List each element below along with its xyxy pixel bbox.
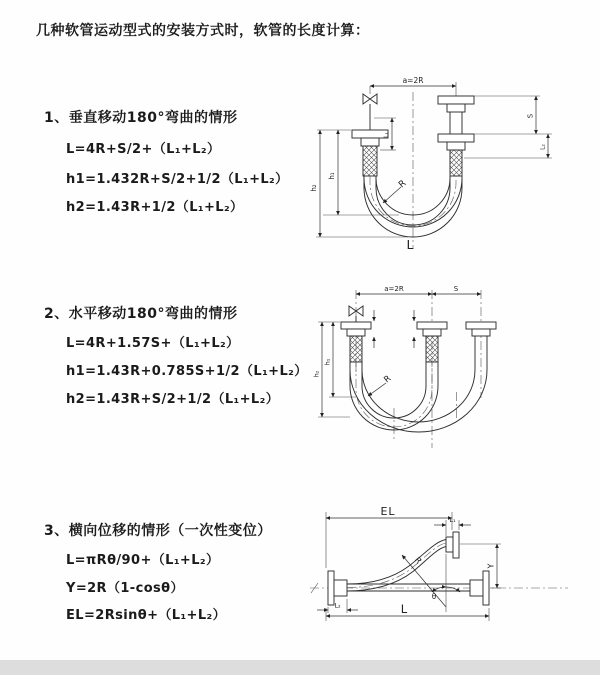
dimension-a2r — [356, 285, 432, 294]
section-1-formula-1: L=4R+S/2+（L₁+L₂） — [66, 142, 221, 157]
radius-callout — [368, 374, 393, 396]
dim-label-h1: h₁ — [328, 172, 336, 180]
left-pipe-flange — [341, 322, 371, 362]
section-3-heading: 3、横向位移的情形（一次性变位） — [44, 523, 272, 539]
section-3-formula-1: L=πRθ/90+（L₁+L₂） — [66, 553, 220, 568]
dim-label-l-total: L — [406, 237, 414, 252]
dimension-l1 — [434, 516, 471, 536]
dimension-s — [474, 96, 552, 134]
section-2-formula-2: h1=1.43R+0.785S+1/2（L₁+L₂） — [66, 364, 308, 379]
dimension-l2 — [317, 599, 358, 613]
angle-theta — [432, 554, 460, 612]
diagram-horizontal-bend — [310, 280, 588, 458]
dim-label-h2: h₂ — [312, 370, 321, 378]
dim-label-l2: L₂ — [539, 144, 547, 150]
dim-label-theta: θ — [431, 592, 437, 601]
right-pipe-flanges — [438, 96, 474, 176]
valve-icon — [363, 86, 377, 130]
centerlines — [356, 290, 481, 448]
dim-label-l2: L₂ — [334, 601, 341, 610]
page-title: 几种软管运动型式的安装方式时，软管的长度计算： — [36, 23, 370, 39]
dimension-h1 — [317, 130, 399, 215]
section-2-heading: 2、水平移动180°弯曲的情形 — [44, 306, 238, 322]
dimension-l2 — [464, 134, 552, 158]
dim-label-l1: L₁ — [449, 516, 456, 524]
section-1-heading: 1、垂直移动180°弯曲的情形 — [44, 110, 238, 126]
left-flange — [328, 571, 347, 605]
dim-label-y: Y — [486, 563, 496, 569]
radius-callout — [383, 179, 408, 203]
dimension-el — [326, 505, 452, 568]
section-1-formula-3: h2=1.43R+1/2（L₁+L₂） — [66, 200, 244, 215]
diagram-lateral-displacement — [300, 500, 595, 650]
dim-label-r: R — [412, 555, 424, 566]
middle-pipe-flange — [417, 322, 447, 362]
diagram-vertical-bend — [304, 70, 576, 256]
section-2-formula-1: L=4R+1.57S+（L₁+L₂） — [66, 336, 240, 351]
dimension-h2 — [313, 322, 351, 417]
dim-label-a2r: a=2R — [384, 285, 404, 293]
dim-label-r: R — [397, 178, 409, 191]
dim-label-l: L — [400, 602, 408, 616]
dim-label-s: S — [526, 113, 535, 119]
displaced-flange — [446, 532, 459, 558]
dim-label-el: EL — [380, 505, 396, 518]
hose-u-curves — [350, 362, 487, 432]
radius-callout — [402, 555, 446, 607]
s-curve-hose — [347, 540, 446, 592]
right-flange — [470, 571, 489, 605]
fitting-length-arrows — [374, 310, 414, 348]
section-1-formula-2: h1=1.432R+S/2+1/2（L₁+L₂） — [66, 172, 289, 187]
dim-label-a2r: a=2R — [402, 76, 424, 85]
page-bottom-edge — [0, 660, 600, 675]
dim-label-r: R — [382, 373, 394, 386]
dimension-l — [326, 602, 489, 621]
dim-label-h2: h₂ — [310, 184, 318, 192]
section-2-formula-3: h2=1.43R+S/2+1/2（L₁+L₂） — [66, 392, 280, 407]
dim-label-l1: L₁ — [383, 132, 390, 138]
dim-label-h1: h₁ — [323, 358, 332, 366]
dimension-s — [432, 285, 481, 294]
section-3-formula-3: EL=2Rsinθ+（L₁+L₂） — [66, 608, 227, 623]
section-3-formula-2: Y=2R（1-cosθ） — [66, 581, 184, 596]
dim-label-s: S — [453, 285, 459, 293]
